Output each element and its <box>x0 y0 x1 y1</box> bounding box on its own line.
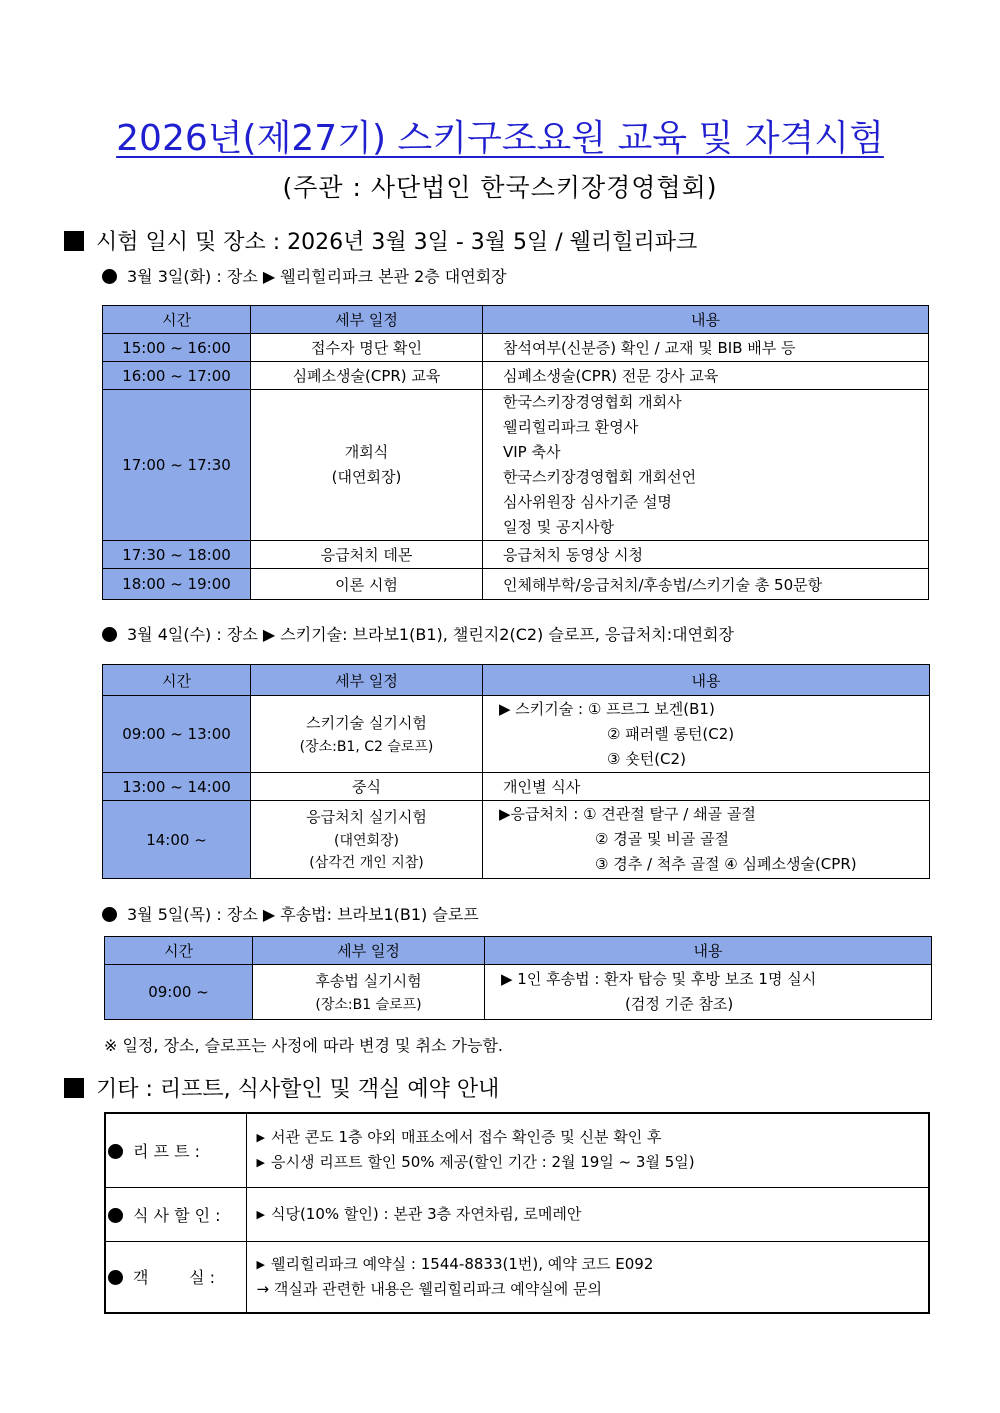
triangle-bullet-icon: ▶ <box>256 1207 265 1221</box>
circle-bullet-icon <box>102 907 117 922</box>
header-content: 내용 <box>485 937 932 965</box>
detail-line: (삼각건 개인 지참) <box>309 855 424 871</box>
row-time: 14:00 ~ <box>103 801 251 879</box>
table-row <box>103 696 930 773</box>
circle-bullet-icon <box>102 269 117 284</box>
row-content <box>483 801 930 879</box>
square-bullet-icon <box>64 231 84 251</box>
triangle-bullet-icon: ▶ <box>256 1156 265 1170</box>
content-line: ② 패러렐 롱턴(C2) <box>607 724 735 743</box>
row-content: 개인별 식사 <box>483 773 930 801</box>
header-time: 시간 <box>103 306 251 334</box>
detail-line: 후송법 실기시험 <box>315 971 422 990</box>
row-detail <box>251 696 483 773</box>
row-time: 16:00 ~ 17:00 <box>103 362 251 390</box>
schedule-note: ※ 일정, 장소, 슬로프는 사정에 따라 변경 및 취소 가능함. <box>104 1036 504 1055</box>
table-header-row <box>105 937 932 965</box>
header-detail: 세부 일정 <box>251 665 483 696</box>
content-line: 한국스키장경영협회 개회선언 <box>503 468 697 486</box>
etc-label: 리 프 트 : <box>105 1113 246 1187</box>
content-line: 한국스키장경영협회 개회사 <box>503 393 682 411</box>
etc-label: 식 사 할 인 : <box>105 1187 246 1241</box>
detail-line: (장소:B1, C2 슬로프) <box>299 738 434 755</box>
content-line: ③ 경추 / 척추 골절 ④ 심폐소생술(CPR) <box>595 855 857 873</box>
room-inquiry-line: → 객실과 관련한 내용은 웰리힐리파크 예약실에 문의 <box>256 1279 602 1298</box>
row-content: 참석여부(신분증) 확인 / 교재 및 BIB 배부 등 <box>483 334 929 362</box>
row-time: 09:00 ~ 13:00 <box>103 696 251 773</box>
triangle-bullet-icon: ▶ <box>256 1131 265 1145</box>
circle-bullet-icon <box>102 627 117 642</box>
table-row <box>103 362 929 390</box>
table-row <box>105 965 932 1020</box>
row-content <box>485 965 932 1020</box>
row-detail: 심폐소생술(CPR) 교육 <box>251 362 483 390</box>
table-row <box>103 773 930 801</box>
table-row <box>103 390 929 541</box>
etc-content: ▶ 식당(10% 할인) : 본관 3층 자연차림, 로메레안 <box>246 1187 929 1241</box>
table-header-row <box>103 665 930 696</box>
content-line: VIP 축사 <box>503 443 561 461</box>
content-line: ③ 숏턴(C2) <box>607 749 686 768</box>
circle-bullet-icon <box>108 1270 123 1285</box>
row-detail <box>253 965 485 1020</box>
day1-schedule-table <box>102 305 929 600</box>
table-row <box>103 569 929 600</box>
header-content: 내용 <box>483 665 930 696</box>
header-detail: 세부 일정 <box>251 306 483 334</box>
detail-line: (장소:B1 슬로프) <box>315 996 422 1013</box>
content-line: 일정 및 공지사항 <box>503 518 614 536</box>
row-time: 13:00 ~ 14:00 <box>103 773 251 801</box>
etc-label: 객 실 : <box>105 1241 246 1313</box>
row-content: 심폐소생술(CPR) 전문 강사 교육 <box>483 362 929 390</box>
day3-heading: 3월 5일(목) : 장소 ▶ 후송법: 브라보1(B1) 슬로프 <box>102 903 479 927</box>
day2-schedule-table <box>102 664 930 879</box>
detail-line: 개회식 <box>344 443 389 461</box>
detail-line: 응급처치 실기시험 <box>306 808 427 826</box>
section-heading-etc: 기타 : 리프트, 식사할인 및 객실 예약 안내 <box>64 1075 499 1105</box>
content-line: ▶응급처치 : ① 견관절 탈구 / 쇄골 골절 <box>499 805 756 823</box>
etc-row-meal <box>105 1187 929 1241</box>
content-line: ▶ 1인 후송법 : 환자 탑승 및 후방 보조 1명 실시 <box>501 970 817 988</box>
table-row <box>103 541 929 569</box>
page-subtitle: (주관 : 사단법인 한국스키장경영협회) <box>282 173 718 202</box>
header-time: 시간 <box>103 665 251 696</box>
day1-heading: 3월 3일(화) : 장소 ▶ 웰리힐리파크 본관 2층 대연회장 <box>102 265 507 289</box>
row-detail: 응급처치 데몬 <box>251 541 483 569</box>
content-line: ▶ 스키기술 : ① 프르그 보겐(B1) <box>499 699 715 718</box>
triangle-bullet-icon: ▶ <box>256 1257 265 1271</box>
row-detail: 중식 <box>251 773 483 801</box>
day2-heading: 3월 4일(수) : 장소 ▶ 스키기술: 브라보1(B1), 챌린지2(C2) 슬로프, 응급처치:대연회장 <box>102 623 734 647</box>
content-line: 웰리힐리파크 환영사 <box>503 418 639 436</box>
detail-line: (대연회장) <box>333 833 400 849</box>
row-time: 17:00 ~ 17:30 <box>103 390 251 541</box>
square-bullet-icon <box>64 1078 84 1098</box>
etc-content: ▶ 웰리힐리파크 예약실 : 1544-8833(1번), 예약 코드 E092 → 객실과 관련한 내용은 웰리힐리파크 예약실에 문의 <box>246 1241 929 1313</box>
row-content: 인체해부학/응급처치/후송법/스키기술 총 50문항 <box>483 569 929 600</box>
etc-row-room <box>105 1241 929 1313</box>
detail-line: (대연회장) <box>331 468 402 486</box>
circle-bullet-icon <box>108 1144 123 1159</box>
row-time: 18:00 ~ 19:00 <box>103 569 251 600</box>
row-detail: 이론 시험 <box>251 569 483 600</box>
row-detail <box>251 801 483 879</box>
etc-info-table <box>104 1112 930 1314</box>
row-content: 응급처치 동영상 시청 <box>483 541 929 569</box>
circle-bullet-icon <box>108 1208 123 1223</box>
page-title: 2026년(제27기) 스키구조요원 교육 및 자격시험 <box>116 118 884 159</box>
section-heading-schedule: 시험 일시 및 장소 : 2026년 3월 3일 - 3월 5일 / 웰리힐리파크 <box>64 228 697 258</box>
row-time: 15:00 ~ 16:00 <box>103 334 251 362</box>
table-row <box>103 801 930 879</box>
etc-row-lift <box>105 1113 929 1187</box>
row-content <box>483 390 929 541</box>
etc-content: ▶ 서관 콘도 1층 야외 매표소에서 접수 확인증 및 신분 확인 후 ▶ 응시생 리프트 할인 50% 제공(할인 기간 : 2월 19일 ~ 3월 5일) <box>246 1113 929 1187</box>
row-detail: 접수자 명단 확인 <box>251 334 483 362</box>
content-line: (검정 기준 참조) <box>625 995 734 1013</box>
row-content <box>483 696 930 773</box>
header-detail: 세부 일정 <box>253 937 485 965</box>
day3-schedule-table <box>104 936 932 1020</box>
table-header-row <box>103 306 929 334</box>
header-time: 시간 <box>105 937 253 965</box>
table-row <box>103 334 929 362</box>
header-content: 내용 <box>483 306 929 334</box>
row-detail <box>251 390 483 541</box>
row-time: 09:00 ~ <box>105 965 253 1020</box>
detail-line: 스키기술 실기시험 <box>306 713 427 732</box>
content-line: ② 경골 및 비골 골절 <box>595 830 729 848</box>
row-time: 17:30 ~ 18:00 <box>103 541 251 569</box>
content-line: 심사위원장 심사기준 설명 <box>503 493 672 511</box>
